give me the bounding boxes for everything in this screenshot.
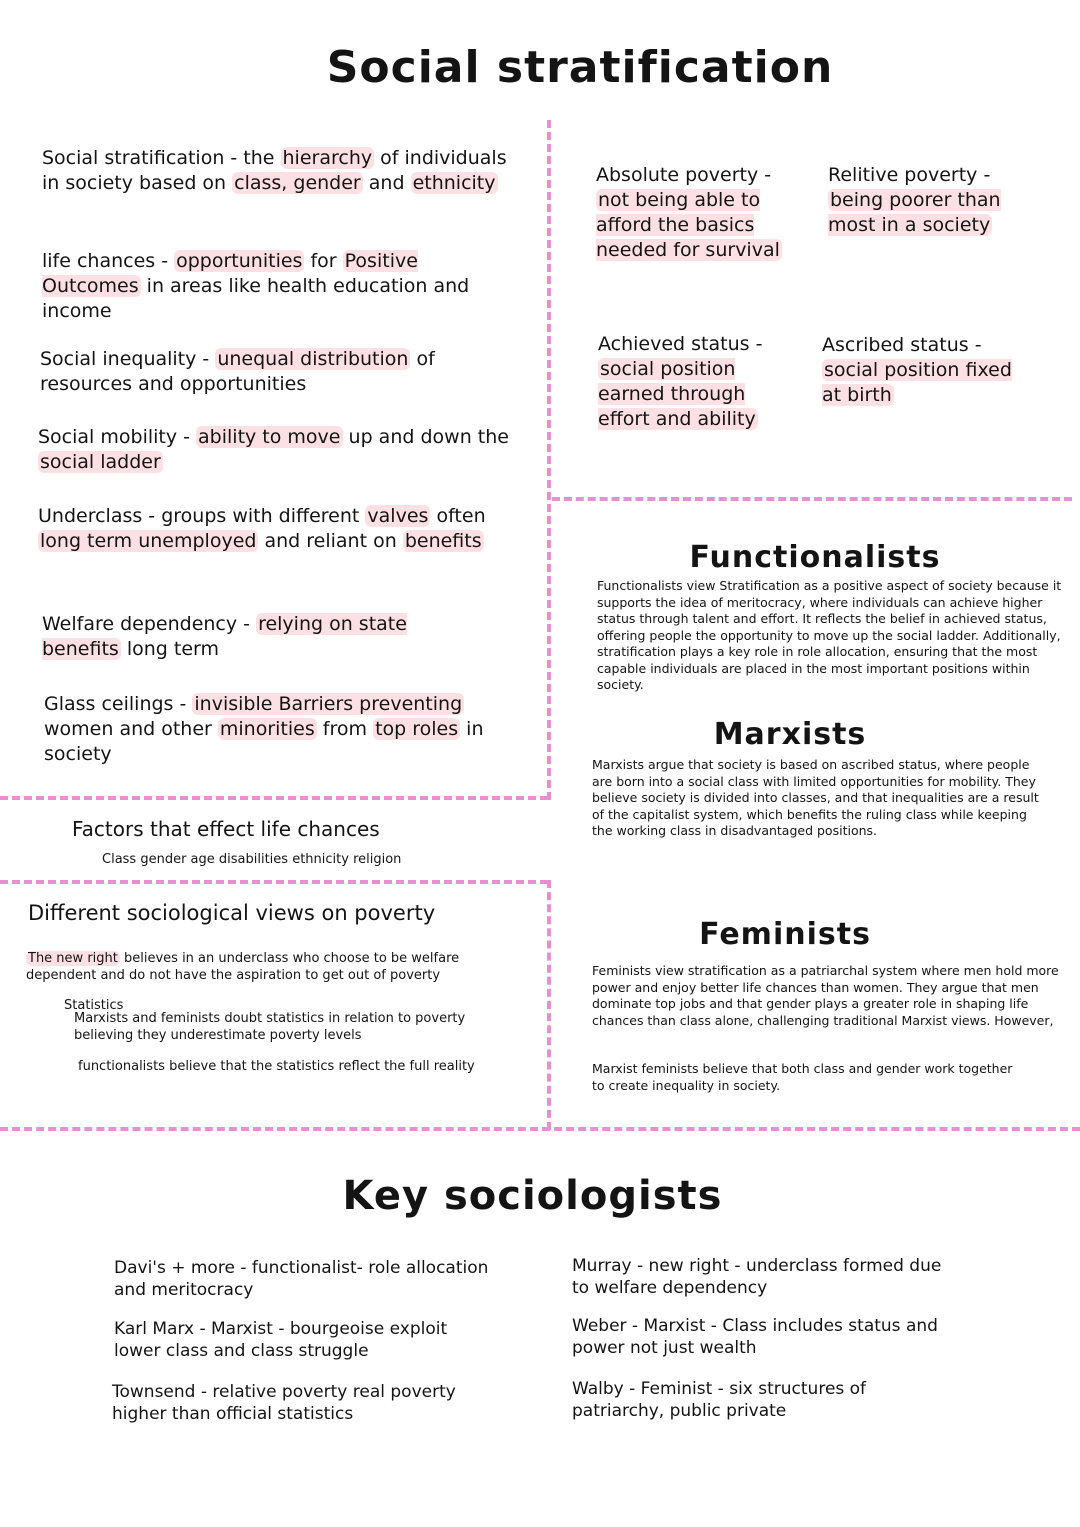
functionalists-heading: Functionalists	[689, 540, 941, 575]
definition-social-mobility: Social mobility - ability to move up and down the social ladder	[38, 426, 509, 473]
new-right-view: The new right believes in an underclass who choose to be welfare dependent and do not have the aspiration to get out of poverty	[26, 951, 460, 983]
ascribed-status: Ascribed status - social position fixed at birth	[822, 334, 1012, 406]
functionalists-text: Functionalists view Stratification as a positive aspect of society because it supports the idea of meritocracy, where individuals can achieve higher status through talent and effort. It reflects the belief in achieved status, offering people the opportunity to move up the social ladder. Additionally, stratification plays a key role in role allocation, ensuring that the most capable individuals are placed in the most important positions within society.	[597, 578, 1062, 692]
page-title: Social stratification	[326, 42, 834, 93]
statistics-label: Statistics	[64, 998, 124, 1013]
definition-underclass: Underclass - groups with different valves often long term unemployed and reliant on benefits	[38, 505, 486, 552]
vertical-divider-bottom	[547, 880, 551, 1130]
sociologist-walby: Walby - Feminist - six structures of patriarchy, public private	[572, 1379, 867, 1421]
absolute-poverty: Absolute poverty - not being able to afford the basics needed for survival	[596, 164, 780, 261]
poverty-views-heading: Different sociological views on poverty	[28, 901, 436, 925]
factors-list: Class gender age disabilities ethnicity religion	[102, 852, 402, 867]
sociologist-murray: Murray - new right - underclass formed due to welfare dependency	[572, 1256, 942, 1298]
definition-social-stratification: Social stratification - the hierarchy of individuals in society based on class, gender and ethnicity	[42, 147, 507, 194]
sociologist-weber: Weber - Marxist - Class includes status and power not just wealth	[572, 1316, 938, 1358]
definition-life-chances: life chances - opportunities for Positive Outcomes in areas like health education and income	[42, 250, 470, 322]
functionalists-statistics: functionalists believe that the statistics reflect the full reality	[78, 1059, 475, 1074]
statistics-text: Marxists and feminists doubt statistics in relation to poverty believing they underestimate poverty levels	[74, 1011, 466, 1043]
relative-poverty: Relitive poverty - being poorer than most in a society	[828, 164, 1001, 236]
divider-left-mid	[0, 796, 548, 800]
divider-right-mid	[552, 497, 1072, 501]
vertical-divider-top	[547, 120, 551, 800]
definition-social-inequality: Social inequality - unequal distribution of resources and opportunities	[40, 348, 435, 395]
feminists-text: Feminists view stratification as a patriarchal system where men hold more power and enjoy better life chances than women. They argue that men dominate top jobs and that gender plays a greater role in shaping life chances than class alone, challenging traditional Marxist views. However,	[592, 963, 1059, 1028]
divider-left-low	[0, 880, 548, 884]
divider-full	[0, 1127, 1080, 1131]
definition-glass-ceilings: Glass ceilings - invisible Barriers preventing women and other minorities from top roles in society	[44, 693, 484, 765]
factors-heading: Factors that effect life chances	[72, 817, 380, 841]
key-sociologists-heading: Key sociologists	[342, 1173, 723, 1219]
sociologist-davis-moore: Davi's + more - functionalist- role allocation and meritocracy	[114, 1258, 489, 1300]
marxists-text: Marxists argue that society is based on ascribed status, where people are born into a social class with limited opportunities for mobility. They believe society is divided into classes, and that inequalities are a result of the capitalist system, which benefits the ruling class while keeping the working class in disadvantaged positions.	[592, 757, 1039, 838]
achieved-status: Achieved status - social position earned through effort and ability	[598, 333, 763, 430]
marxists-heading: Marxists	[713, 717, 867, 752]
definition-welfare-dependency: Welfare dependency - relying on state benefits long term	[42, 613, 407, 660]
sociologist-townsend: Townsend - relative poverty real poverty higher than official statistics	[112, 1382, 456, 1424]
feminists-heading: Feminists	[699, 917, 871, 952]
sociologist-karl-marx: Karl Marx - Marxist - bourgeoise exploit lower class and class struggle	[114, 1319, 448, 1361]
marxist-feminists-text: Marxist feminists believe that both class and gender work together to create inequality in society.	[592, 1061, 1013, 1093]
